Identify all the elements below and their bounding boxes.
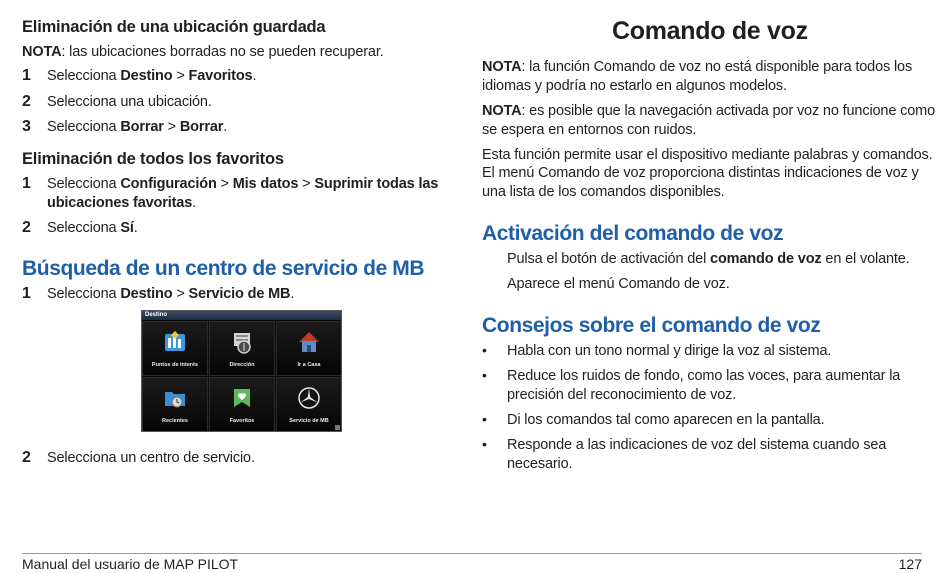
tile-label: Servicio de MB xyxy=(289,418,329,424)
device-destination-screen xyxy=(141,310,342,432)
heading-delete-saved-location: Eliminación de una ubicación guardada xyxy=(22,18,326,36)
heading-search-mb-service: Búsqueda de un centro de servicio de MB xyxy=(22,257,425,280)
footer-page-number: 127 xyxy=(898,556,922,572)
page-title: Comando de voz xyxy=(612,17,808,45)
note-1-line-2: idiomas y podría no estarlo en algunos modelos. xyxy=(482,78,787,94)
tile-mb-service[interactable] xyxy=(276,377,342,432)
note-2-line-2: se espera en entornos con ruidos. xyxy=(482,122,697,138)
tip-item-1: • Habla con un tono normal y dirige la voz al sistema. xyxy=(482,342,832,359)
tile-label: Ir a Casa xyxy=(297,362,321,368)
tile-favorites[interactable] xyxy=(209,377,275,432)
heading-activation: Activación del comando de voz xyxy=(482,222,784,245)
heading-tips: Consejos sobre el comando de voz xyxy=(482,314,821,337)
note-1-line-1: NOTA: la función Comando de voz no está disponible para todos los xyxy=(482,59,913,75)
step-1-mb-service: 1 Selecciona Destino > Servicio de MB. xyxy=(22,285,295,302)
tip-item-4: • Responde a las indicaciones de voz del sistema cuando sea necesario. xyxy=(482,436,887,472)
tile-label: Favoritos xyxy=(229,418,255,424)
favorites-icon xyxy=(229,385,255,411)
heading-delete-all-favorites: Eliminación de todos los favoritos xyxy=(22,150,284,168)
recent-icon xyxy=(162,385,188,411)
step-2-delete-saved: 2 Selecciona una ubicación. xyxy=(22,93,212,110)
activation-line-1: Pulsa el botón de activación del comando de voz en el volante. xyxy=(507,251,910,267)
intro-line-2: El menú Comando de voz proporciona distintas indicaciones de voz y xyxy=(482,165,919,181)
tip-item-2: • Reduce los ruidos de fondo, como las voces, para aumentar la precisión del reconocimiento de voz. xyxy=(482,367,901,403)
step-2-mb-service: 2 Selecciona un centro de servicio. xyxy=(22,449,255,466)
tile-label: Dirección xyxy=(229,362,255,368)
mercedes-star-icon xyxy=(296,385,322,411)
intro-line-1: Esta función permite usar el dispositivo mediante palabras y comandos. xyxy=(482,147,933,163)
footer-divider xyxy=(22,553,922,554)
device-title-bar xyxy=(142,311,341,320)
step-3-delete-saved: 3 Selecciona Borrar > Borrar. xyxy=(22,118,228,135)
note-2-line-1: NOTA: es posible que la navegación activada por voz no funcione como xyxy=(482,103,935,119)
note-delete-saved: NOTA: las ubicaciones borradas no se pueden recuperar. xyxy=(22,44,384,60)
tile-recent[interactable] xyxy=(142,377,208,432)
home-icon xyxy=(296,329,322,355)
poi-icon xyxy=(162,329,188,355)
step-1-delete-all: 1 Selecciona Configuración > Mis datos > Suprimir todas las ubicaciones favoritas. xyxy=(22,175,439,211)
tile-points-of-interest[interactable] xyxy=(142,321,208,376)
tile-go-home[interactable] xyxy=(276,321,342,376)
step-2-delete-all: 2 Selecciona Sí. xyxy=(22,219,138,236)
tile-label: Puntos de interés xyxy=(151,362,199,368)
footer-manual-title: Manual del usuario de MAP PILOT xyxy=(22,556,239,572)
address-icon xyxy=(229,329,255,355)
tip-item-3: • Di los comandos tal como aparecen en la pantalla. xyxy=(482,411,825,428)
scroll-indicator xyxy=(335,425,340,430)
step-1-delete-saved: 1 Selecciona Destino > Favoritos. xyxy=(22,67,257,84)
intro-line-3: una lista de los comandos disponibles. xyxy=(482,184,725,200)
activation-line-2: Aparece el menú Comando de voz. xyxy=(507,276,730,292)
tile-address[interactable] xyxy=(209,321,275,376)
tile-label: Recientes xyxy=(162,418,188,424)
device-title: Destino xyxy=(145,312,168,318)
